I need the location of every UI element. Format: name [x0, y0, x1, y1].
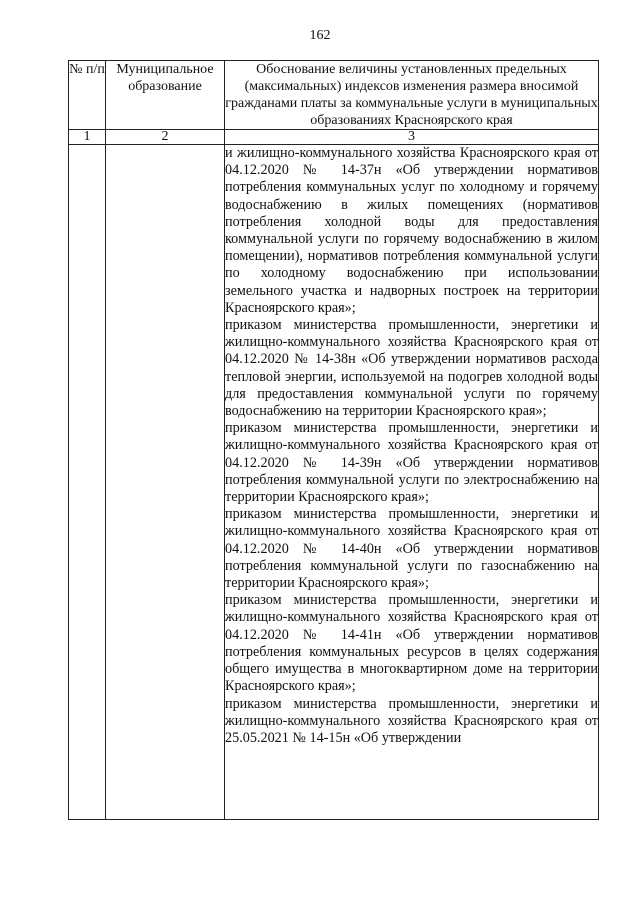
header-row	[69, 61, 599, 130]
header-justification: Обоснование величины установленных предельных (максимальных) индексов изменения размера вносимой гражданами платы за коммунальные услуги в муниципальных образованиях Красноярского края	[225, 62, 598, 128]
justification-table	[68, 60, 599, 820]
row-number-cell	[69, 145, 106, 820]
column-number-1: 1	[69, 130, 106, 145]
justification-paragraph: приказом министерства промышленности, энергетики и жилищно-коммунального хозяйства Красноярского края от 04.12.2020 № 14-38н «Об утверждении нормативов расхода тепловой энергии, используемой на подогрев холодной воды для предоставления коммунальной услуги по горячему водоснабжению на территории Красноярского края»;	[225, 317, 598, 420]
justification-paragraph: приказом министерства промышленности, энергетики и жилищно-коммунального хозяйства Красноярского края от 04.12.2020 № 14-39н «Об утверждении нормативов потребления коммунальной услуги по электроснабжению на территории Красноярского края»;	[225, 420, 598, 506]
justification-paragraph: и жилищно-коммунального хозяйства Красноярского края от 04.12.2020 № 14-37н «Об утверждении нормативов потребления коммунальных услуг по холодному и горячему водоснабжению в жилых помещениях (нормативов потребления холодной воды для предоставления коммунальной услуги по горячему водоснабжению в жилом помещении), нормативов потребления коммунальной услуги по холодному водоснабжению при использовании земельного участка и надворных построек на территории Красноярского края»;	[225, 145, 598, 316]
page-number: 162	[309, 28, 331, 43]
header-number: № п/п	[69, 61, 106, 130]
row-municipality-cell	[106, 145, 225, 820]
table-row	[69, 145, 599, 820]
justification-paragraph: приказом министерства промышленности, энергетики и жилищно-коммунального хозяйства Красноярского края от 04.12.2020 № 14-41н «Об утверждении нормативов потребления коммунальных ресурсов в целях содержания общего имущества в многоквартирном доме на территории Красноярского края»;	[225, 592, 598, 695]
column-numbering-row	[69, 130, 599, 145]
column-number-3: 3	[225, 130, 599, 145]
justification-paragraph: приказом министерства промышленности, энергетики и жилищно-коммунального хозяйства Красноярского края от 04.12.2020 № 14-40н «Об утверждении нормативов потребления коммунальной услуги по газоснабжению на территории Красноярского края»;	[225, 506, 598, 592]
header-municipality: Муниципальное образование	[106, 61, 225, 130]
row-justification-cell	[225, 145, 599, 820]
column-number-2: 2	[106, 130, 225, 145]
justification-paragraph: приказом министерства промышленности, энергетики и жилищно-коммунального хозяйства Красноярского края от 25.05.2021 № 14-15н «Об утверждении	[225, 695, 598, 746]
